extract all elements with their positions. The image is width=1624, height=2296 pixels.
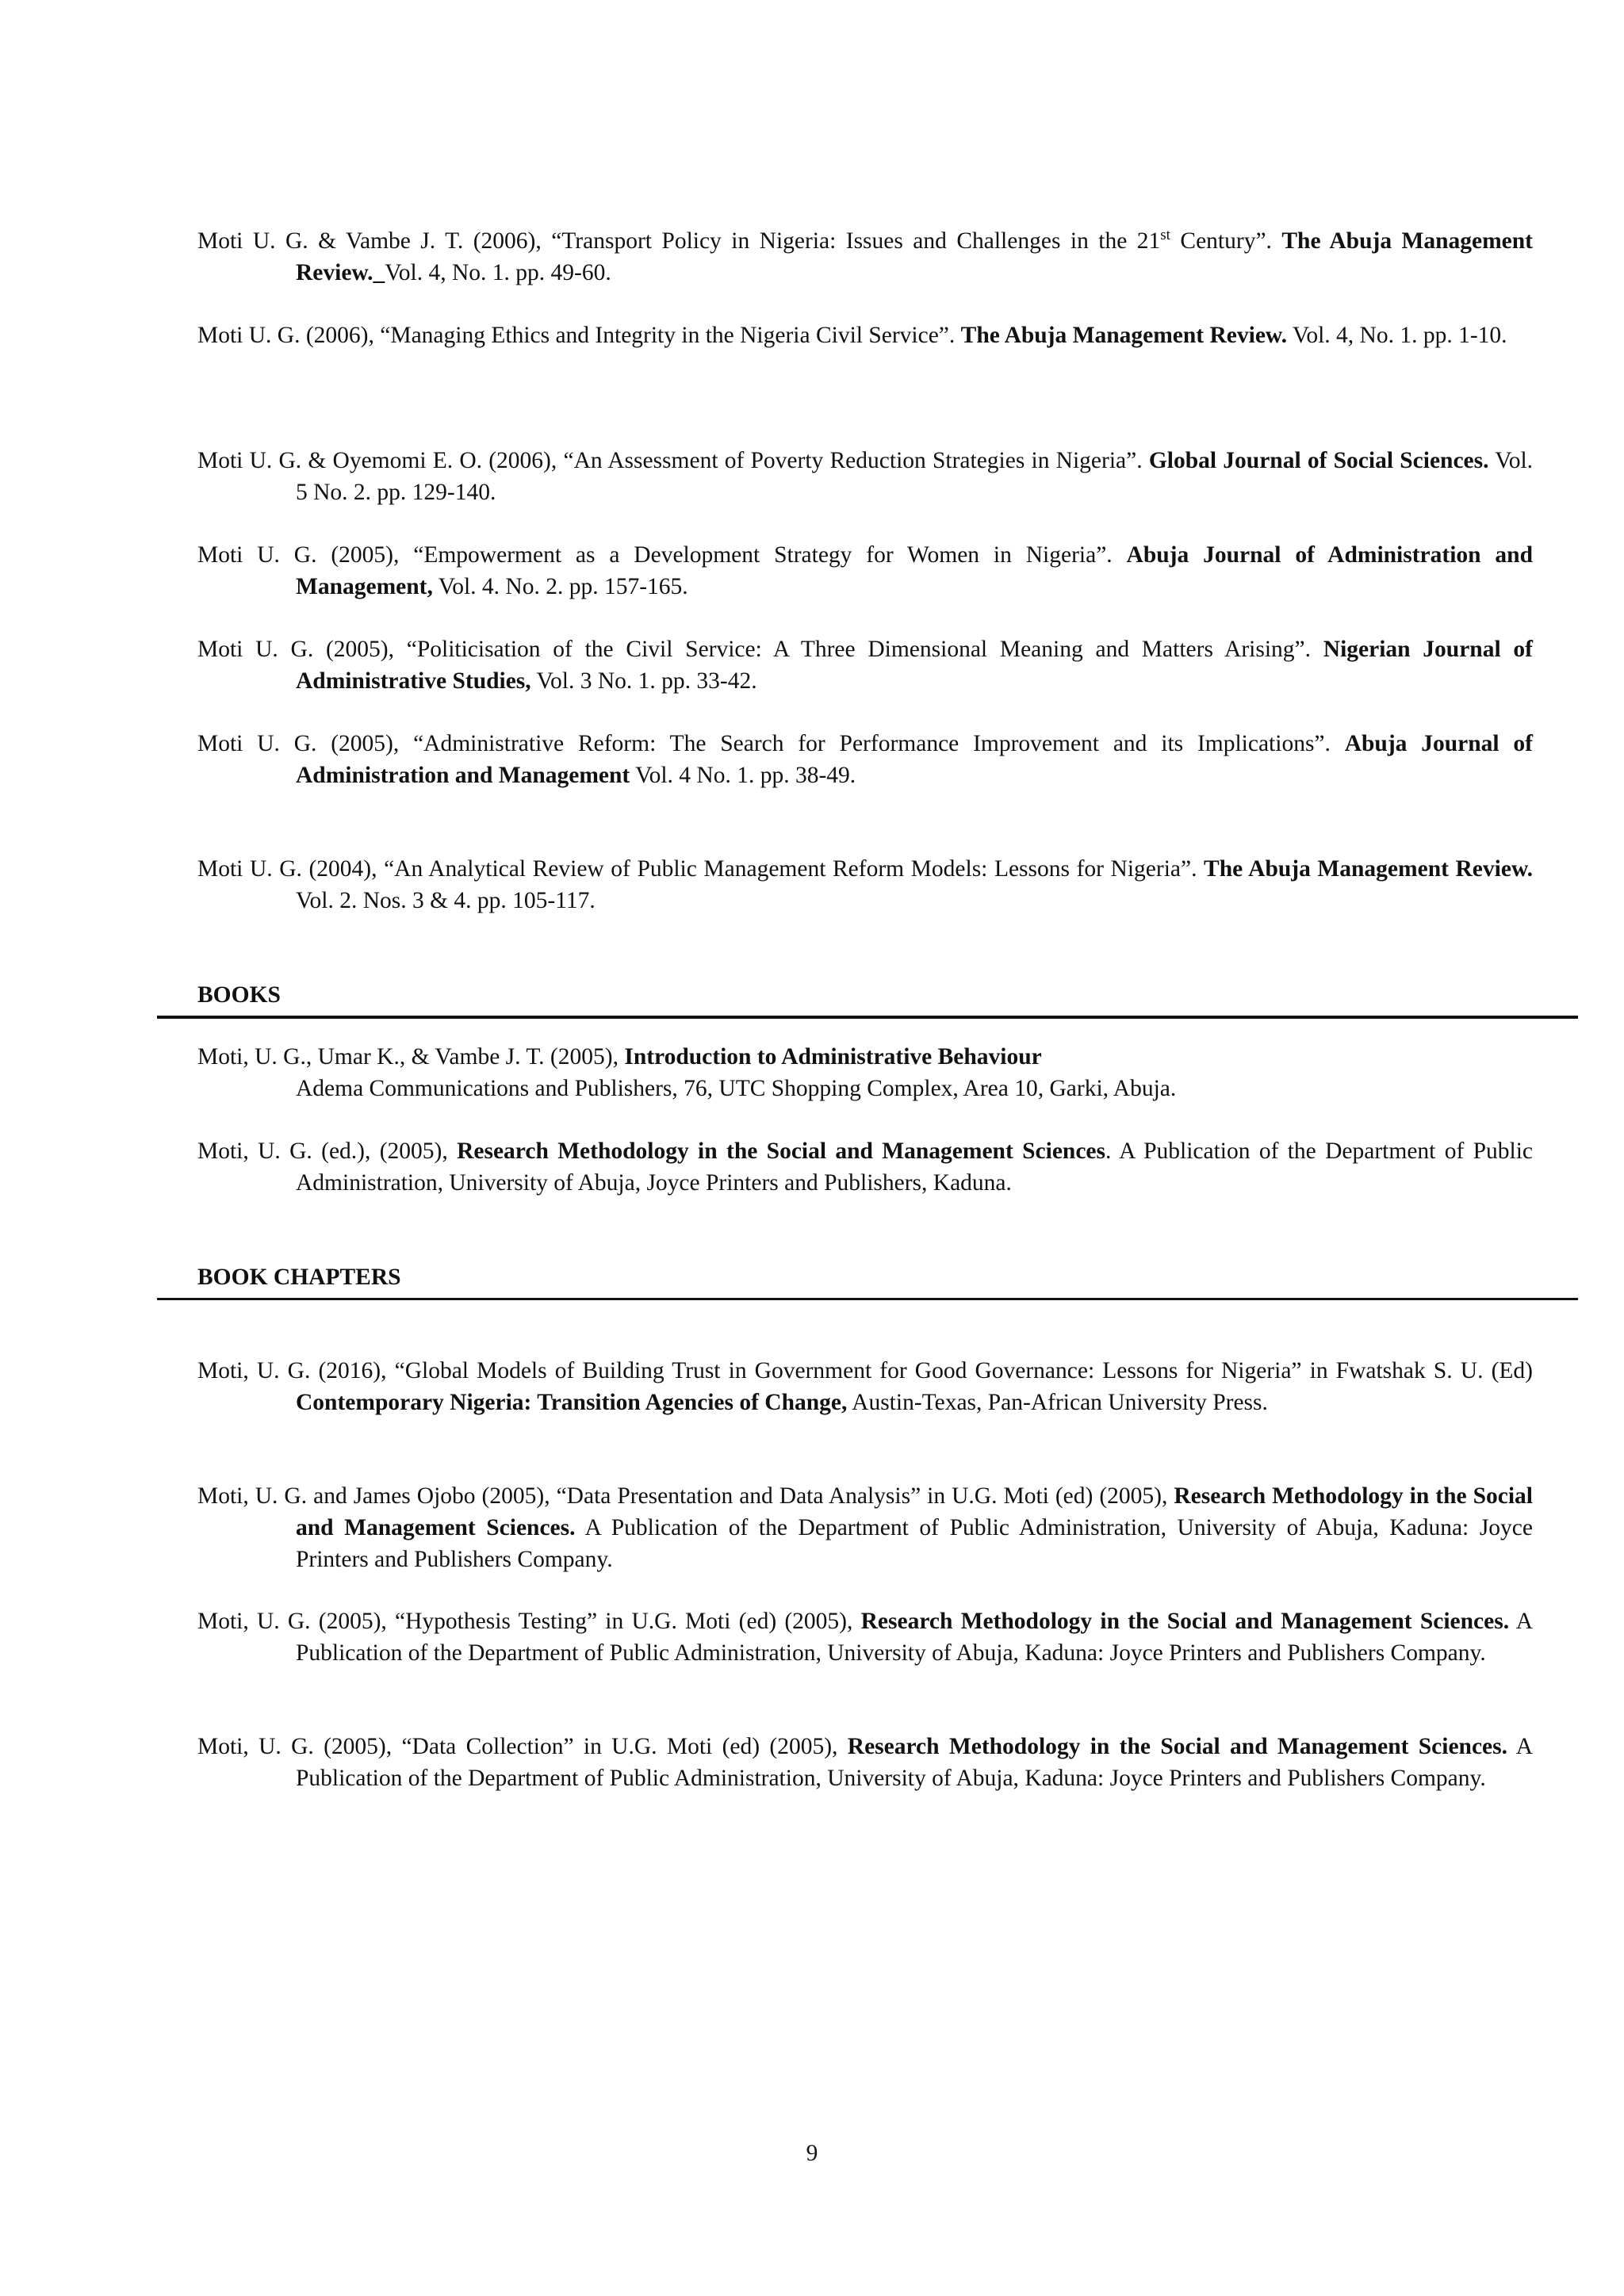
entry-journal: Abuja Journal of Administration and Management, [296,542,1533,599]
journal-entry-1 [197,225,1533,289]
entry-details: Vol. 3 No. 1. pp. 33-42. [536,668,757,694]
entry-authors: Moti, U. G. (2016), [197,1358,387,1383]
entry-journal: Abuja Journal of Administration and Management [296,731,1533,788]
entry-details: Austin-Texas, Pan-African University Press. [852,1390,1268,1415]
entry-title: “Politicisation of the Civil Service: A Three Dimensional Meaning and Matters Arising”. [406,637,1312,662]
journal-entry-4 [197,539,1533,603]
entry-details: Vol. 4. No. 2. pp. 157-165. [438,574,688,599]
entry-title-end: Century”. [1170,228,1272,254]
entry-details: Adema Communications and Publishers, 76, UTC Shopping Complex, Area 10, Garki, Abuja. [296,1076,1177,1101]
journal-entry-2 [197,320,1533,351]
entry-details: A Publication of the Department of Public Administration, University of Abuja, Kaduna: Joyce Printers and Publishers Company. [296,1734,1534,1791]
books-divider [157,1016,1578,1019]
entry-authors: Moti U. G. & Vambe J. T. (2006), [197,228,542,254]
entry-journal: The Abuja Management Review. [296,228,1534,285]
book-chapters-heading: BOOK CHAPTERS [197,1265,401,1290]
entry-book-title: Research Methodology in the Social and Management Sciences. [296,1483,1533,1540]
journal-entry-3 [197,445,1533,508]
entry-details: Vol. 4, No. 1. pp. 1-10. [1292,323,1507,348]
entry-underscore: _ [373,260,385,285]
entry-title: “An Assessment of Poverty Reduction Strategies in Nigeria”. [563,448,1143,473]
entry-book-title: Research Methodology in the Social and Management Sciences [457,1138,1105,1164]
entry-authors: Moti, U. G. (ed.), (2005), [197,1138,448,1164]
entry-authors: Moti, U. G. and James Ojobo (2005), [197,1483,550,1509]
book-chapters-divider [157,1298,1578,1300]
entry-title: “Administrative Reform: The Search for Performance Improvement and its Implications”. [413,731,1331,756]
journal-entry-5 [197,633,1533,697]
entry-book-title: Research Methodology in the Social and Management Sciences. [847,1734,1507,1759]
entry-journal: The Abuja Management Review. [960,323,1287,348]
entry-title-superscript: st [1160,227,1170,244]
chapter-entry-1 [197,1355,1533,1418]
entry-book-title: Introduction to Administrative Behaviour [624,1044,1042,1070]
journal-entry-7 [197,853,1533,916]
entry-journal: Global Journal of Social Sciences. [1148,448,1489,473]
book-entry-1 [197,1041,1533,1104]
chapter-entry-3 [197,1605,1533,1669]
book-entry-2 [197,1135,1533,1199]
entry-title: “Empowerment as a Development Strategy for Women in Nigeria”. [413,542,1113,568]
entry-title: “Data Presentation and Data Analysis” in U.G. Moti (ed) (2005), [556,1483,1168,1509]
entry-authors: Moti U. G. (2005), [197,542,400,568]
chapter-entry-4 [197,1731,1533,1794]
entry-authors: Moti, U. G. (2005), [197,1609,387,1634]
entry-title: “Data Collection” in U.G. Moti (ed) (2005), [401,1734,838,1759]
entry-authors: Moti, U. G. (2005), [197,1734,393,1759]
entry-details: Vol. 5 No. 2. pp. 129-140. [296,448,1534,505]
entry-authors: Moti U. G. & Oyemomi E. O. (2006), [197,448,557,473]
entry-authors: Moti U. G. (2006), [197,323,374,348]
entry-title: “An Analytical Review of Public Management Reform Models: Lessons for Nigeria”. [384,856,1197,882]
entry-title: “Global Models of Building Trust in Government for Good Governance: Lessons for Nigeria” in Fwatshak S. U. (Ed) [394,1358,1533,1383]
books-heading: BOOKS [197,982,281,1008]
entry-details: A Publication of the Department of Public Administration, University of Abuja, Kaduna: Joyce Printers and Publishers Company. [296,1515,1533,1572]
entry-details: Vol. 4, No. 1. pp. 49-60. [385,260,611,285]
entry-authors: Moti U. G. (2005), [197,637,394,662]
entry-authors: Moti U. G. (2005), [197,731,400,756]
entry-title: “Hypothesis Testing” in U.G. Moti (ed) (2005), [395,1609,853,1634]
entry-details: Vol. 2. Nos. 3 & 4. pp. 105-117. [296,888,596,913]
entry-title: “Managing Ethics and Integrity in the Nigeria Civil Service”. [380,323,956,348]
journal-entry-6 [197,728,1533,791]
entry-details: Vol. 4 No. 1. pp. 38-49. [635,763,856,788]
chapter-entry-2 [197,1480,1533,1575]
entry-authors: Moti, U. G., Umar K., & Vambe J. T. (2005), [197,1044,619,1070]
entry-details: A Publication of the Department of Public Administration, University of Abuja, Kaduna: Joyce Printers and Publishers Company. [296,1609,1534,1666]
entry-details: . A Publication of the Department of Public Administration, University of Abuja, Joyce Printers and Publishers, Kaduna. [296,1138,1533,1196]
entry-book-title: Research Methodology in the Social and Management Sciences. [860,1609,1510,1634]
entry-book-title: Contemporary Nigeria: Transition Agencies of Change, [296,1390,848,1415]
entry-title: “Transport Policy in Nigeria: Issues and Challenges in the 21 [551,228,1161,254]
page-number: 9 [806,2141,818,2166]
entry-journal: Nigerian Journal of Administrative Studies, [296,637,1533,694]
entry-authors: Moti U. G. (2004), [197,856,377,882]
entry-journal: The Abuja Management Review. [1204,856,1533,882]
